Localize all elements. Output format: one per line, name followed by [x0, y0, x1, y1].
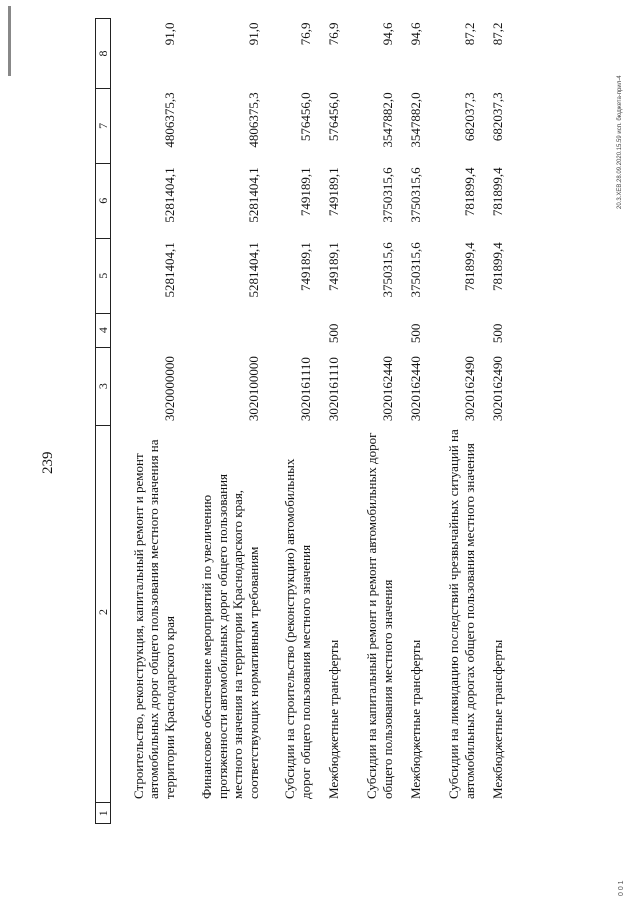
table-row: [263, 19, 315, 824]
table-row: [111, 19, 180, 824]
corner-mark: 0 0 1: [618, 880, 625, 896]
header-col-6: 6: [96, 163, 111, 238]
header-col-3: 3: [96, 347, 111, 425]
row-name: Субсидии на капитальный ремонт и ремонт автомобильных дорог общего пользования местного значения: [364, 432, 395, 799]
footer-stamp: 20.3.XEB.28.09.2020.15.59 исп. бюджета-прил-4: [617, 75, 623, 209]
row-name: Межбюджетные трансферты: [407, 639, 423, 799]
table-header-row: [96, 19, 111, 824]
row-plan: 3750315,6: [379, 242, 395, 298]
row-utv: 781899,4: [461, 167, 477, 217]
header-col-5: 5: [96, 238, 111, 313]
row-name: Межбюджетные трансферты: [489, 639, 505, 799]
row-pct: 94,6: [379, 22, 395, 46]
row-isp: 3547882,0: [407, 92, 423, 148]
row-name: Строительство, реконструкция, капитальный ремонт и ремонт автомобильных дорог общего пользования местного значения на территории Краснодарского края: [130, 439, 177, 799]
row-isp: 576456,0: [325, 92, 341, 142]
row-utv: 3750315,6: [407, 167, 423, 223]
row-code: 3020162490: [461, 356, 477, 422]
row-utv: 5281404,1: [245, 167, 261, 223]
row-utv: 749189,1: [297, 167, 313, 217]
row-vr: 500: [489, 323, 505, 344]
row-utv: 781899,4: [489, 167, 505, 217]
row-code: 3020161110: [297, 357, 313, 422]
row-isp: 682037,3: [489, 92, 505, 142]
header-col-7: 7: [96, 88, 111, 163]
row-name: Финансовое обеспечение мероприятий по увеличению протяженности автомобильных дорог общего пользования местного значения на территории Краснодарского края, соответствующих нормативным требованиям: [199, 473, 261, 799]
table-row: [179, 19, 263, 824]
row-code: 3020162490: [489, 356, 505, 422]
row-vr: 500: [407, 323, 423, 344]
row-isp: 576456,0: [297, 92, 313, 142]
row-vr: [425, 313, 479, 347]
page-number: 239: [40, 451, 56, 474]
row-pct: 91,0: [161, 22, 177, 46]
row-isp: 4806375,3: [161, 92, 177, 148]
row-pct: 76,9: [297, 22, 313, 46]
row-utv: 3750315,6: [379, 167, 395, 223]
row-pct: 76,9: [325, 22, 341, 46]
row-vr: [111, 313, 180, 347]
row-code: 3020162440: [379, 356, 395, 422]
row-isp: 682037,3: [461, 92, 477, 142]
row-plan: 781899,4: [489, 242, 505, 292]
row-utv: 749189,1: [325, 167, 341, 217]
row-code: 3020100000: [245, 356, 261, 422]
header-col-1: 1: [96, 803, 111, 824]
row-code: 3020161110: [325, 357, 341, 422]
table-row: [315, 19, 343, 824]
budget-table: [95, 18, 507, 824]
row-vr: [179, 313, 263, 347]
row-isp: 3547882,0: [379, 92, 395, 148]
header-col-2: 2: [96, 425, 111, 803]
table-row: [425, 19, 479, 824]
row-code: 3020000000: [161, 356, 177, 422]
row-vr: [343, 313, 397, 347]
row-plan: 749189,1: [325, 242, 341, 292]
scan-artifact-line: [8, 6, 11, 76]
row-plan: 5281404,1: [245, 242, 261, 298]
row-utv: 5281404,1: [161, 167, 177, 223]
row-plan: 781899,4: [461, 242, 477, 292]
row-name: Межбюджетные трансферты: [325, 639, 341, 799]
table-row: [343, 19, 397, 824]
row-pct: 87,2: [489, 22, 505, 46]
header-col-4: 4: [96, 313, 111, 347]
row-plan: 749189,1: [297, 242, 313, 292]
row-plan: 5281404,1: [161, 242, 177, 298]
row-pct: 94,6: [407, 22, 423, 46]
table-row: [397, 19, 425, 824]
row-isp: 4806375,3: [245, 92, 261, 148]
row-name: Субсидии на строительство (реконструкцию) автомобильных дорог общего пользования местного значения: [282, 458, 313, 799]
row-pct: 87,2: [461, 22, 477, 46]
row-code: 3020162440: [407, 356, 423, 422]
row-plan: 3750315,6: [407, 242, 423, 298]
header-col-8: 8: [96, 19, 111, 89]
row-vr: [263, 313, 315, 347]
row-pct: 91,0: [245, 22, 261, 46]
table-row: [479, 19, 507, 824]
row-name: Субсидии на ликвидацию последствий чрезвычайных ситуаций на автомобильных дорогах общего пользования местного значения: [446, 429, 477, 799]
row-vr: 500: [325, 323, 341, 344]
